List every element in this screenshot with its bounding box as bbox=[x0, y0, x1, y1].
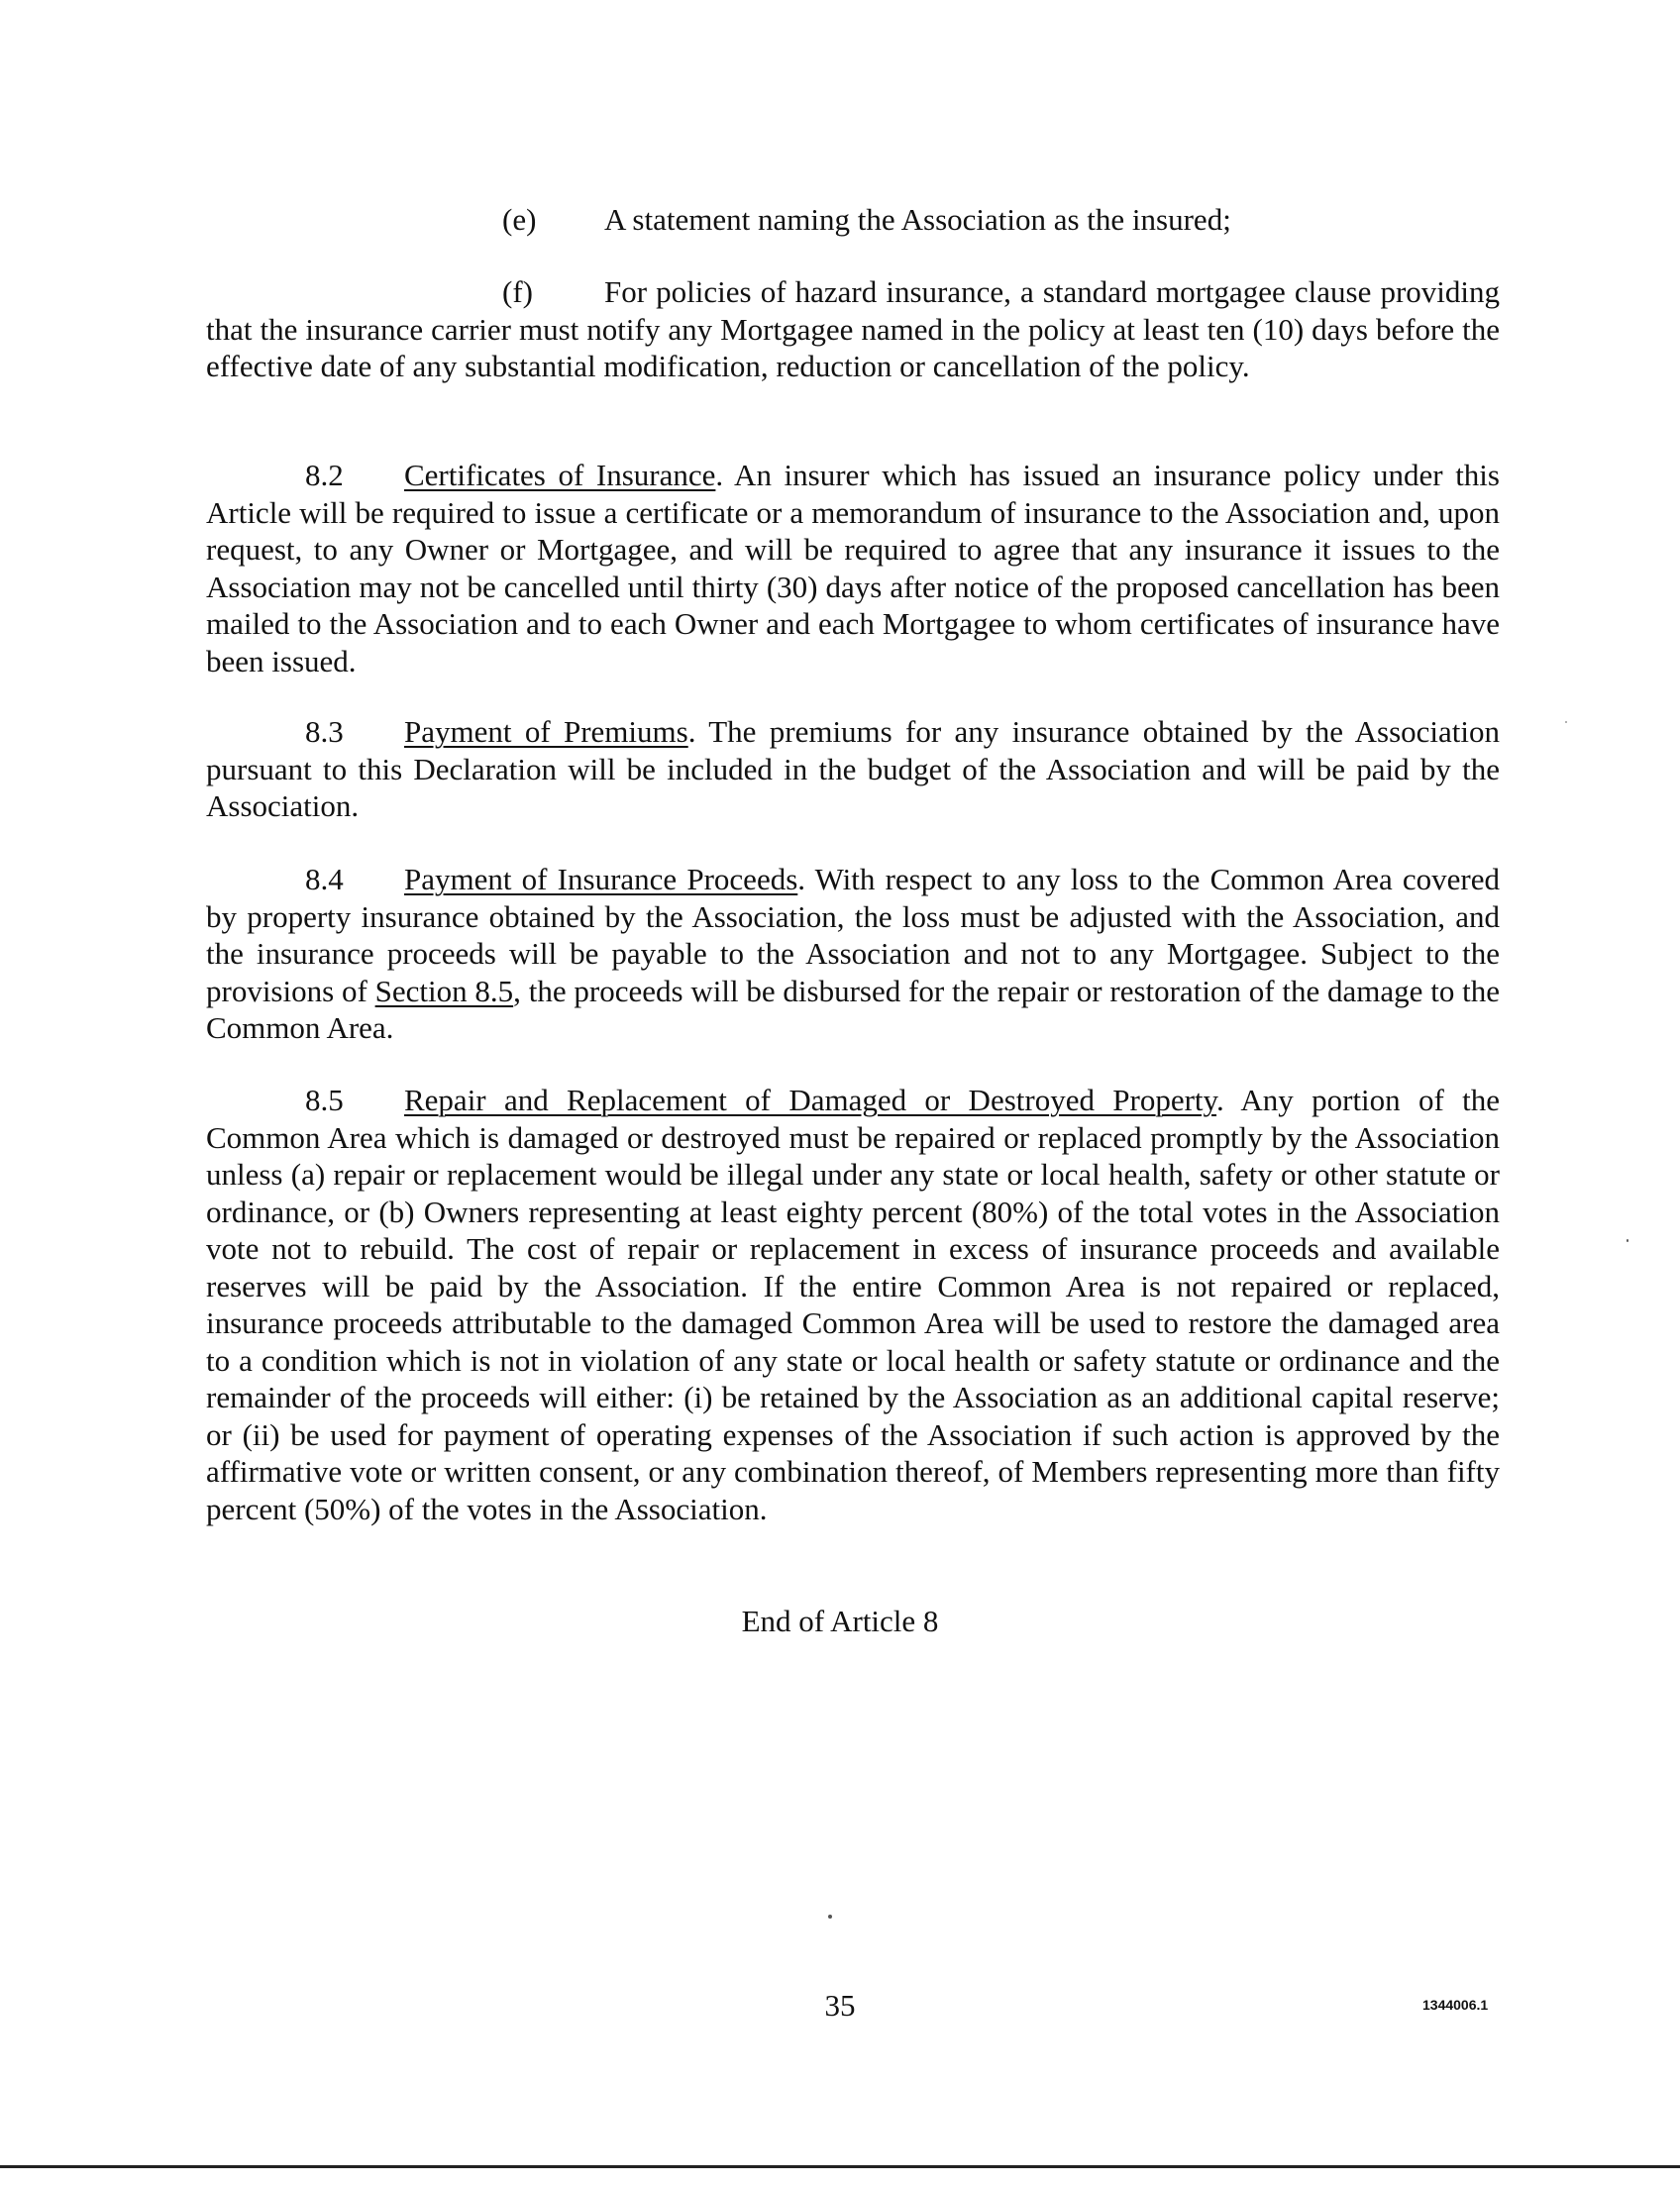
section-number: 8.5 bbox=[305, 1083, 344, 1117]
end-of-article: End of Article 8 bbox=[741, 1604, 939, 1638]
item-e-label: (e) bbox=[502, 202, 537, 237]
scan-speck bbox=[1627, 1239, 1628, 1242]
section-heading: Repair and Replacement of Damaged or Destroyed Property bbox=[404, 1083, 1217, 1117]
section-body: . The premiums for any insurance obtained by the Association pursuant to this Declaration will be included in the budget of the Association and will be paid by the Association. bbox=[206, 714, 1500, 823]
bottom-rule bbox=[0, 2165, 1680, 2168]
document-id: 1344006.1 bbox=[1422, 1997, 1489, 2013]
item-f-label: (f) bbox=[502, 274, 533, 309]
section-8-4 bbox=[206, 861, 1500, 1047]
section-number: 8.3 bbox=[305, 714, 344, 749]
section-number: 8.4 bbox=[305, 862, 344, 896]
section-heading: Payment of Premiums bbox=[404, 714, 688, 749]
section-body: . Any portion of the Common Area which is damaged or destroyed must be repaired or replaced promptly by the Association unless (a) repair or replacement would be illegal under any state or local health, safety or other statute or ordinance, or (b) Owners representing at least eighty percent (80%) of the total votes in the Association vote not to rebuild. The cost of repair or replacement in excess of insurance proceeds and available reserves will be paid by the Association. If the entire Common Area is not repaired or replaced, insurance proceeds attributable to the damaged Common Area will be used to restore the damaged area to a condition which is not in violation of any state or local health or safety statute or ordinance and the remainder of the proceeds will either: (i) be retained by the Association as an additional capital reserve; or (ii) be used for payment of operating expenses of the Association if such action is approved by the affirmative vote or written consent, or any combination thereof, of Members representing more than fifty percent (50%) of the votes in the Association. bbox=[206, 1083, 1501, 1526]
item-f-text: For policies of hazard insurance, a standard mortgagee clause providing that the insurance carrier must notify any Mortgagee named in the policy at least ten (10) days before the effective date of any substantial modification, reduction or cancellation of the policy. bbox=[206, 274, 1500, 383]
section-body: . With respect to any loss to the Common Area covered by property insurance obtained by the Association, the loss must be adjusted with the Association, and the insurance proceeds will be payable to the Association and not to any Mortgagee. Subject to the provisions of bbox=[206, 862, 1500, 1008]
section-body-continued: , the proceeds will be disbursed for the repair or restoration of the damage to the Common Area. bbox=[206, 973, 1501, 1045]
scan-speck bbox=[1565, 721, 1567, 723]
section-8-3 bbox=[206, 713, 1500, 825]
section-8-5 bbox=[206, 1082, 1500, 1527]
section-8-2 bbox=[206, 457, 1500, 679]
section-body: . An insurer which has issued an insurance policy under this Article will be required to issue a certificate or a memorandum of insurance to the Association and, upon request, to any Owner or Mortgagee, and will be required to agree that any insurance it issues to the Association may not be cancelled until thirty (30) days after notice of the proposed cancellation has been mailed to the Association and to each Owner and each Mortgagee to whom certificates of insurance have been issued. bbox=[206, 458, 1500, 678]
page-number: 35 bbox=[824, 1988, 856, 2023]
section-heading: Certificates of Insurance bbox=[404, 458, 716, 492]
item-e-text: A statement naming the Association as the insured; bbox=[604, 202, 1231, 237]
item-f-paragraph bbox=[206, 273, 1500, 385]
section-heading: Payment of Insurance Proceeds bbox=[404, 862, 798, 896]
scan-speck bbox=[828, 1915, 832, 1919]
section-number: 8.2 bbox=[305, 458, 344, 492]
section-reference-link: Section 8.5 bbox=[374, 973, 514, 1008]
